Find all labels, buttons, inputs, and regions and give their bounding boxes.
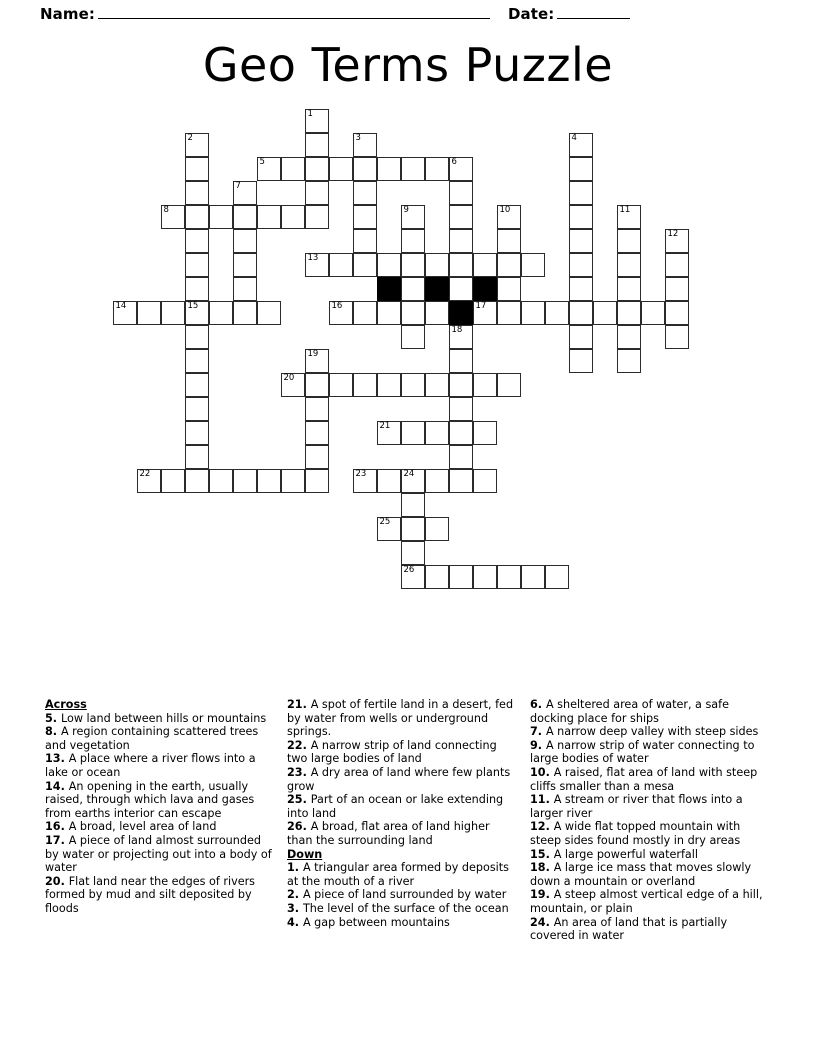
grid-cell[interactable] [521,565,545,589]
clue-number: 21. [287,698,311,711]
clue-number: 16. [45,820,69,834]
grid-cell[interactable] [305,349,329,373]
grid-cell-blocked [449,301,473,325]
grid-cell[interactable] [185,253,209,277]
grid-cell[interactable] [425,157,449,181]
grid-cell-number: 2 [187,132,193,143]
grid-cell[interactable] [425,565,449,589]
grid-cell-number: 3 [355,132,361,143]
clue-number: 14. [45,779,69,793]
grid-cell[interactable] [401,565,425,589]
grid-cell[interactable] [449,373,473,397]
clue-text: A stream or river that flows into a larger river [530,793,743,820]
grid-cell[interactable] [665,325,689,349]
clue-number: 22. [287,738,311,752]
grid-cell[interactable] [449,421,473,445]
grid-cell[interactable] [377,301,401,325]
name-label: Name: [40,5,95,23]
grid-cell[interactable] [353,133,377,157]
clue-text: A narrow strip of water connecting to large bodies of water [530,738,755,766]
clue-text: A wide flat topped mountain with steep sides found mostly in dry areas [530,820,741,847]
grid-cell[interactable] [353,181,377,205]
grid-cell-number: 8 [163,204,169,215]
grid-cell[interactable] [233,181,257,205]
clue-item [530,739,771,766]
grid-cell[interactable] [425,253,449,277]
grid-cell[interactable] [569,229,593,253]
grid-cell[interactable] [185,373,209,397]
clue-number: 15. [530,847,554,861]
grid-cell[interactable] [425,517,449,541]
clue-text: Flat land near the edges of rivers formed by mud and silt deposited by floods [45,874,256,915]
grid-cell-number: 11 [619,204,631,215]
grid-cell[interactable] [401,469,425,493]
grid-cell[interactable] [185,445,209,469]
grid-cell-number: 17 [475,300,487,311]
grid-cell[interactable] [401,253,425,277]
grid-cell[interactable] [401,205,425,229]
grid-cell[interactable] [281,373,305,397]
grid-cell[interactable] [425,301,449,325]
grid-cell[interactable] [473,301,497,325]
grid-cell[interactable] [305,445,329,469]
grid-cell[interactable] [185,157,209,181]
clue-item [45,752,273,779]
grid-cell[interactable] [377,373,401,397]
grid-cell[interactable] [305,109,329,133]
grid-cell[interactable] [665,229,689,253]
grid-cell[interactable] [233,205,257,229]
clue-item [287,698,516,739]
clue-item [287,902,516,916]
clue-number: 8. [45,725,61,739]
grid-cell[interactable] [617,325,641,349]
grid-cell[interactable] [665,277,689,301]
clue-text: A piece of land surrounded by water [302,888,507,902]
grid-cell[interactable] [305,133,329,157]
clue-text: A piece of land almost surrounded by water or projecting out into a body of water [45,833,272,875]
clue-number: 13. [45,752,69,766]
grid-cell[interactable] [449,205,473,229]
grid-cell-blocked [425,277,449,301]
clue-item [530,848,771,862]
grid-cell[interactable] [305,253,329,277]
grid-cell[interactable] [281,205,305,229]
grid-cell[interactable] [473,253,497,277]
clues-column-1 [45,698,287,958]
clue-number: 3. [287,901,303,915]
grid-cell[interactable] [353,469,377,493]
clue-item [45,834,273,875]
grid-cell-number: 14 [115,300,127,311]
grid-cell[interactable] [209,469,233,493]
clues-section [45,698,771,958]
grid-cell[interactable] [449,469,473,493]
grid-cell[interactable] [233,277,257,301]
grid-cell[interactable] [281,469,305,493]
clue-item [287,861,516,888]
grid-cell[interactable] [545,565,569,589]
clue-item [530,820,771,847]
grid-cell-number: 18 [451,324,463,335]
page-title: Geo Terms Puzzle [202,38,614,92]
clue-item [287,820,516,847]
grid-cell-number: 13 [307,252,319,263]
grid-cell-number: 16 [331,300,343,311]
grid-cell[interactable] [185,325,209,349]
clue-item [287,916,516,930]
grid-cell[interactable] [161,205,185,229]
grid-cell-number: 19 [307,348,319,359]
grid-cell[interactable] [329,373,353,397]
grid-cell[interactable] [497,229,521,253]
grid-cell[interactable] [425,469,449,493]
grid-cell[interactable] [569,253,593,277]
grid-cell[interactable] [257,157,281,181]
grid-cell[interactable] [401,421,425,445]
clue-text: A narrow strip of land connecting two large bodies of land [287,738,497,766]
grid-cell[interactable] [617,205,641,229]
grid-cell[interactable] [401,517,425,541]
grid-cell[interactable] [185,349,209,373]
grid-cell-number: 15 [187,300,199,311]
grid-cell[interactable] [569,133,593,157]
clue-number: 12. [530,820,554,834]
grid-cell[interactable] [545,301,569,325]
grid-cell[interactable] [569,157,593,181]
grid-cell[interactable] [401,541,425,565]
grid-cell[interactable] [665,301,689,325]
clue-text: A broad, flat area of land higher than the surrounding land [287,820,490,847]
grid-cell-number: 21 [379,420,391,431]
grid-cell[interactable] [353,301,377,325]
clue-number: 9. [530,738,546,752]
grid-cell[interactable] [617,301,641,325]
clue-text: A sheltered area of water, a safe docking place for ships [530,698,729,725]
grid-cell[interactable] [497,565,521,589]
clue-text: An area of land that is partially covered in water [530,915,728,943]
grid-cell[interactable] [617,253,641,277]
grid-cell[interactable] [617,277,641,301]
grid-cell-number: 10 [499,204,511,215]
grid-cell[interactable] [449,229,473,253]
grid-cell[interactable] [257,205,281,229]
clue-item [530,725,771,739]
grid-cell[interactable] [401,493,425,517]
grid-cell[interactable] [353,253,377,277]
grid-cell-number: 1 [307,108,313,119]
clue-text: A raised, flat area of land with steep cliffs smaller than a mesa [530,765,758,793]
clue-item [45,820,273,834]
clue-number: 7. [530,725,546,739]
grid-cell[interactable] [185,277,209,301]
clue-text: A place where a river flows into a lake or ocean [45,752,256,779]
clue-number: 26. [287,820,311,834]
grid-cell[interactable] [305,397,329,421]
grid-cell[interactable] [569,301,593,325]
grid-cell[interactable] [185,421,209,445]
grid-cell-blocked [377,277,401,301]
grid-cell[interactable] [569,205,593,229]
clue-number: 11. [530,793,554,807]
grid-cell[interactable] [305,181,329,205]
clue-text: A region containing scattered trees and vegetation [45,725,259,752]
clue-item [287,766,516,793]
grid-cell[interactable] [113,301,137,325]
grid-cell[interactable] [305,157,329,181]
grid-cell[interactable] [473,565,497,589]
clue-text: A steep almost vertical edge of a hill, mountain, or plain [530,888,763,915]
grid-cell[interactable] [209,205,233,229]
clue-item [287,888,516,902]
grid-cell[interactable] [473,421,497,445]
grid-cell[interactable] [401,157,425,181]
grid-cell[interactable] [641,301,665,325]
grid-cell[interactable] [449,325,473,349]
grid-cell[interactable] [185,229,209,253]
grid-cell[interactable] [161,301,185,325]
grid-cell[interactable] [377,469,401,493]
grid-cell[interactable] [497,373,521,397]
grid-cell[interactable] [401,373,425,397]
grid-cell-number: 25 [379,516,391,527]
down-heading: Down [287,847,323,861]
grid-cell-blocked [473,277,497,301]
grid-cell[interactable] [185,181,209,205]
grid-cell[interactable] [497,253,521,277]
grid-cell[interactable] [449,445,473,469]
grid-cell[interactable] [329,301,353,325]
clue-number: 17. [45,833,69,847]
grid-cell[interactable] [329,157,353,181]
grid-cell[interactable] [233,253,257,277]
clue-text: A spot of fertile land in a desert, fed by water from wells or underground springs. [287,698,514,739]
grid-cell[interactable] [161,469,185,493]
grid-cell[interactable] [353,229,377,253]
clue-number: 6. [530,698,546,711]
grid-cell[interactable] [617,229,641,253]
grid-cell[interactable] [305,373,329,397]
grid-cell[interactable] [401,277,425,301]
grid-cell[interactable] [281,157,305,181]
grid-cell[interactable] [353,205,377,229]
clue-text: Part of an ocean or lake extending into land [287,793,504,820]
clue-text: A large ice mass that moves slowly down a mountain or overland [530,861,752,888]
grid-cell[interactable] [449,157,473,181]
grid-cell[interactable] [185,205,209,229]
clue-item [530,698,771,725]
grid-cell[interactable] [305,469,329,493]
grid-cell[interactable] [497,205,521,229]
grid-cell-number: 20 [283,372,295,383]
grid-cell[interactable] [449,397,473,421]
grid-cell[interactable] [185,397,209,421]
clue-item [287,739,516,766]
clue-item [45,780,273,821]
grid-cell[interactable] [377,157,401,181]
grid-cell[interactable] [449,253,473,277]
grid-cell[interactable] [401,229,425,253]
clue-number: 23. [287,765,311,779]
grid-cell[interactable] [521,253,545,277]
clue-text: An opening in the earth, usually raised, through which lava and gases from earths interior can escape [45,779,255,820]
clue-text: A dry area of land where few plants grow [287,765,511,793]
clue-text: A triangular area formed by deposits at the mouth of a river [287,861,509,888]
clue-number: 2. [287,888,303,902]
grid-cell-number: 9 [403,204,409,215]
clue-number: 24. [530,915,554,929]
grid-cell[interactable] [233,229,257,253]
grid-cell-number: 5 [259,156,265,167]
grid-cell[interactable] [569,181,593,205]
clue-number: 19. [530,888,554,902]
grid-cell[interactable] [449,565,473,589]
grid-cell-number: 7 [235,180,241,191]
grid-cell[interactable] [185,133,209,157]
grid-cell[interactable] [233,301,257,325]
grid-cell[interactable] [449,181,473,205]
clue-item [530,793,771,820]
clue-number: 25. [287,793,311,807]
grid-cell[interactable] [377,517,401,541]
grid-cell[interactable] [449,349,473,373]
across-heading: Across [45,698,87,711]
grid-cell[interactable] [353,157,377,181]
grid-cell[interactable] [665,253,689,277]
grid-cell[interactable] [305,205,329,229]
grid-cell-number: 23 [355,468,367,479]
grid-cell[interactable] [521,301,545,325]
grid-cell[interactable] [569,277,593,301]
clue-number: 5. [45,711,61,725]
grid-cell[interactable] [377,421,401,445]
date-label: Date: [507,5,555,23]
clue-number: 4. [287,915,303,929]
grid-cell[interactable] [137,301,161,325]
grid-cell[interactable] [401,325,425,349]
grid-cell[interactable] [233,469,257,493]
grid-cell[interactable] [449,277,473,301]
clues-column-3 [530,698,771,958]
grid-cell[interactable] [353,373,377,397]
grid-cell-number: 22 [139,468,151,479]
grid-cell[interactable] [185,301,209,325]
grid-cell[interactable] [569,325,593,349]
grid-cell[interactable] [137,469,161,493]
grid-cell[interactable] [185,469,209,493]
grid-cell[interactable] [425,373,449,397]
clue-item [530,916,771,943]
grid-cell[interactable] [497,277,521,301]
clue-item [530,888,771,915]
clue-text: The level of the surface of the ocean [302,901,509,915]
clue-number: 20. [45,874,69,888]
grid-cell-number: 4 [571,132,577,143]
clue-text: A broad, level area of land [68,820,217,834]
grid-cell[interactable] [617,349,641,373]
grid-cell[interactable] [473,469,497,493]
clue-item [530,766,771,793]
grid-cell-number: 26 [403,564,415,575]
grid-cell[interactable] [209,301,233,325]
grid-cell[interactable] [593,301,617,325]
clue-text: A narrow deep valley with steep sides [545,725,759,739]
grid-cell[interactable] [377,253,401,277]
grid-cell[interactable] [401,301,425,325]
grid-cell-number: 12 [667,228,679,239]
grid-cell[interactable] [569,349,593,373]
clue-number: 18. [530,861,554,875]
clue-number: 10. [530,765,554,779]
clue-item [45,725,273,752]
grid-cell[interactable] [257,301,281,325]
grid-cell[interactable] [425,421,449,445]
grid-cell[interactable] [329,253,353,277]
clue-item [287,793,516,820]
clue-item [45,875,273,916]
clue-text: Low land between hills or mountains [60,711,267,725]
grid-cell-number: 24 [403,468,415,479]
grid-cell[interactable] [305,421,329,445]
clue-text: A large powerful waterfall [553,847,698,861]
clue-text: A gap between mountains [302,915,450,929]
clue-item [45,712,273,726]
clue-item [530,861,771,888]
clues-column-2 [287,698,530,958]
clue-number: 1. [287,861,303,875]
grid-cell[interactable] [257,469,281,493]
grid-cell-number: 6 [451,156,457,167]
grid-cell[interactable] [473,373,497,397]
grid-cell[interactable] [497,301,521,325]
